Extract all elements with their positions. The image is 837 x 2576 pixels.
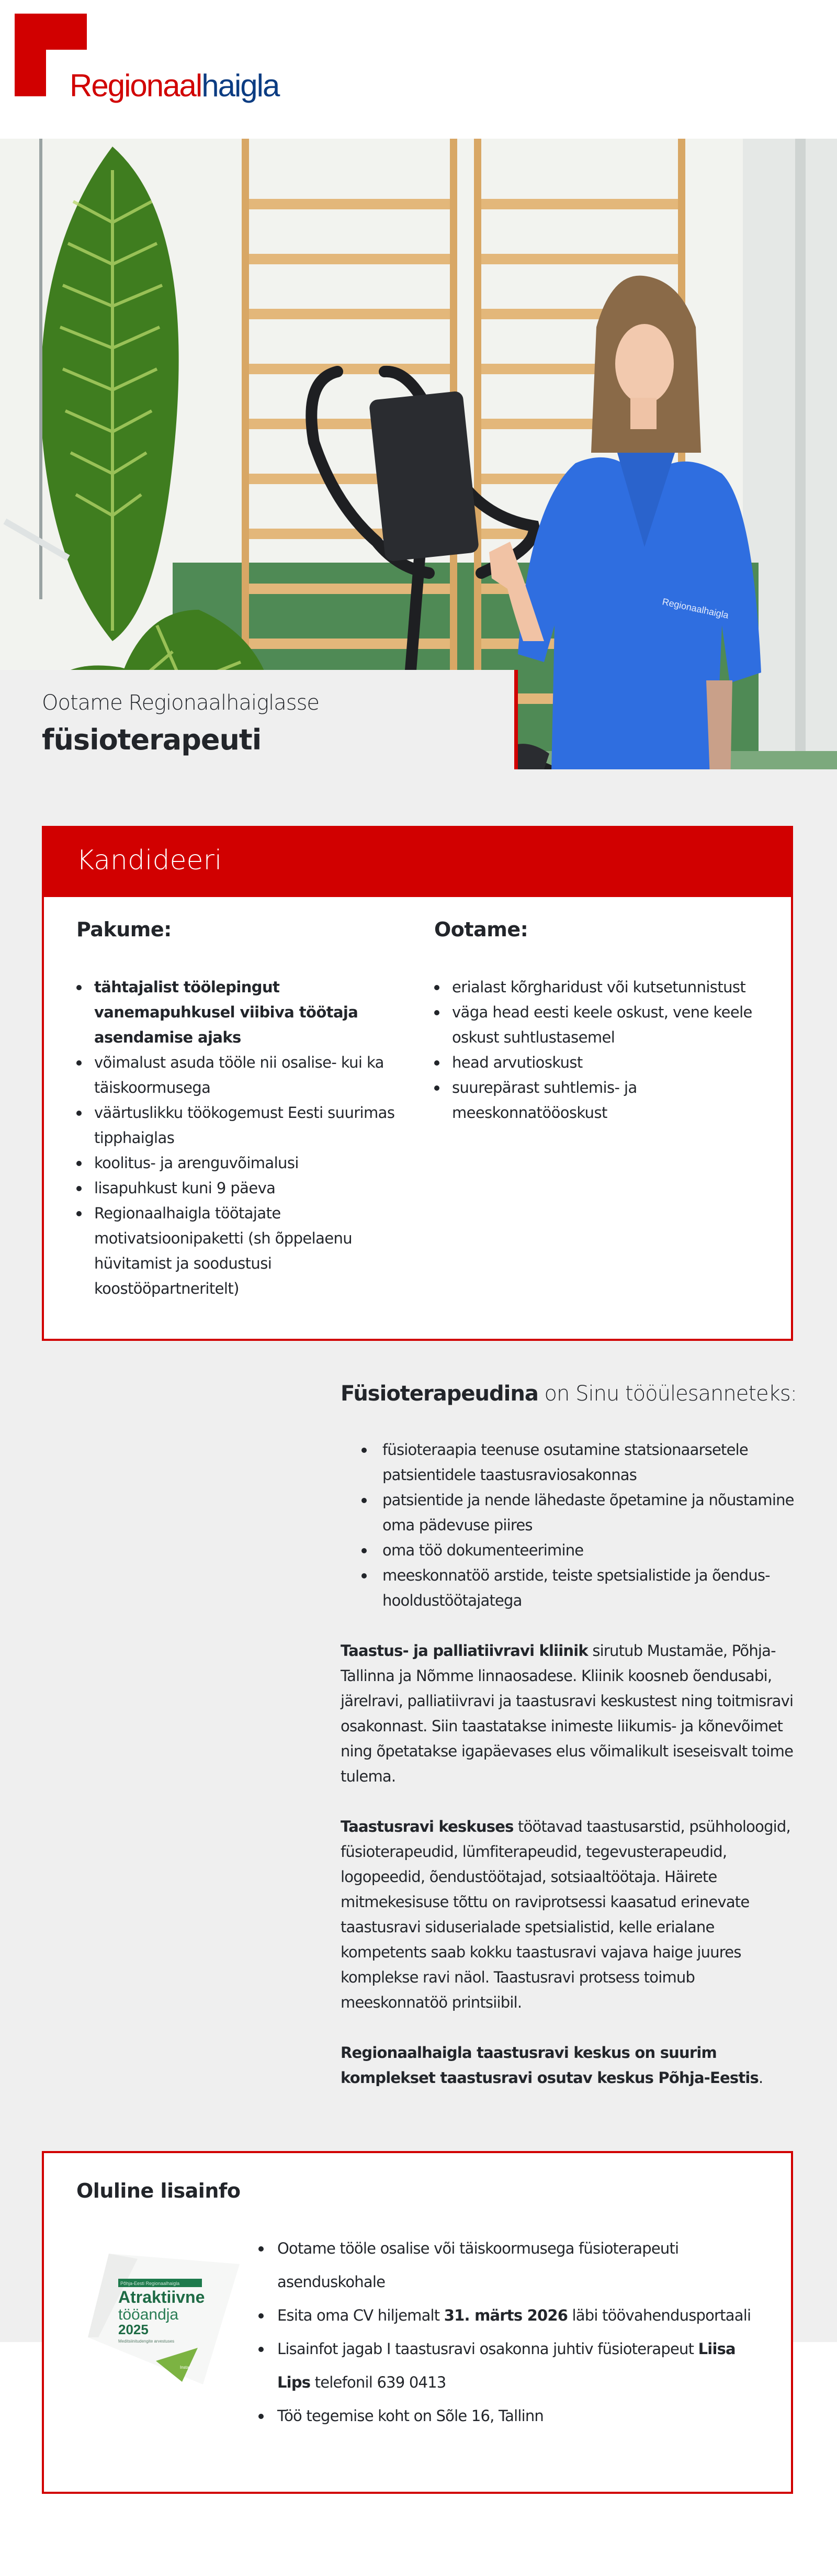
logo-wordmark: Regionaalhaigla [70,68,279,103]
offer-item: lisapuhkust kuni 9 päeva [76,1175,401,1201]
attractive-employer-badge [88,2248,245,2390]
offer-item: tähtajalist töölepingut vanemapuhkusel viibiva töötaja asendamise ajaks [76,975,401,1050]
offer-item: võimalust asuda tööle nii osalise- kui ka täiskoormusega [76,1050,401,1100]
center-paragraph: Taastusravi keskuses töötavad taastusarstid, psühholoogid, füsioterapeudid, lümfiterapeudid, tegevusterapeudid, logopeedid, õendustöötajad, sotsiaaltöötaja. Häirete mitmekesisuse tõttu on raviprotsessi kaasatud erinevate taastusravi siduserialade spetsialistid, kelle erialane kompetents saab kokku taastusravi vajava haige juures komplekse ravi näol. Taastusravi protsess toimub meeskonnatöö printsiibil. [341,1818,790,2011]
duty-item: patsientide ja nende lähedaste õpetamine ja nõustamine oma pädevuse piires [361,1487,801,1538]
duty-item: füsioteraapia teenuse osutamine statsionaarsetele patsientidele taastusraviosakonnas [361,1437,801,1487]
expect-list [434,975,769,1125]
info-item-location: Töö tegemise koht on Sõle 16, Tallinn [258,2399,761,2433]
regionaalhaigla-logo[interactable] [15,14,279,108]
expect-item: suurepärast suhtlemis- ja meeskonnatööoskust [434,1075,769,1125]
job-description [341,1382,801,2115]
info-list [258,2232,761,2433]
logo-mark-icon [15,14,87,50]
job-title: füsioterapeuti [42,723,262,756]
contact-name: Liisa Lips [277,2340,736,2391]
duties-list [361,1437,801,1613]
svg-text:Regionaalhaigla: Regionaalhaigla [661,596,730,621]
expect-item: erialast kõrgharidust või kutsetunnistust [434,975,769,1000]
logo-mark-stem [15,50,46,96]
offer-item: koolitus- ja arenguvõimalusi [76,1150,401,1175]
info-item-contact: Lisainfot jagab I taastusravi osakonna juhtiv füsioterapeut Liisa Lips telefonil 639 0413 [258,2332,761,2399]
duties-heading: Füsioterapeudina on Sinu tööülesanneteks: [341,1382,797,1406]
apply-box [42,826,793,1341]
deadline-date: 31. märts 2026 [444,2306,568,2324]
clinic-paragraph: Taastus- ja palliatiivravi kliinik sirutub Mustamäe, Põhja-Tallinna ja Nõmme linnaosadese. Kliinik koosneb õendusabi, järelravi, palliatiivravi ja taastusravi keskustest ning toitmisravi osakonnast. Siin taastatakse inimeste liikumis- ja kõnevõimet ning õpetatakse igapäevases elus võimalikult iseseisvalt toime tulema. [341,1642,794,1785]
expect-item: väga head eesti keele oskust, vene keele oskust suhtlustasemel [434,1000,769,1050]
job-title-subtitle: Ootame Regionaalhaiglasse [42,691,320,715]
offer-item: Regionaalhaigla töötajate motivatsioonipaketti (sh õppelaenu hüvitamist ja soodustusi koostööpartneritelt) [76,1201,401,1301]
info-heading: Oluline lisainfo [76,2179,241,2202]
offer-section [76,918,401,1301]
expect-item: head arvutioskust [434,1050,769,1075]
expect-heading: Ootame: [434,918,528,941]
offer-item: väärtuslikku töökogemust Eesti suurimas tipphaiglas [76,1100,401,1150]
svg-text:tööandja: tööandja [118,2306,179,2323]
duty-item: meeskonnatöö arstide, teiste spetsialistide ja õendus-hooldustöötajatega [361,1563,801,1613]
expect-section [434,918,769,1125]
svg-text:Meditsiinitudengite arvestuses: Meditsiinitudengite arvestuses [118,2339,175,2344]
svg-text:Instar: Instar [180,2365,191,2370]
offer-heading: Pakume: [76,918,172,941]
apply-button[interactable]: Kandideeri [44,828,791,897]
summary-paragraph: Regionaalhaigla taastusravi keskus on suurim komplekset taastusravi osutav keskus Põhja-Eestis. [341,2044,763,2087]
offer-list [76,975,401,1301]
svg-text:2025: 2025 [118,2322,149,2337]
title-accent-bar [514,670,518,769]
info-item-deadline: Esita oma CV hiljemalt 31. märts 2026 läbi töövahendusportaali [258,2299,761,2332]
svg-text:Atraktiivne: Atraktiivne [118,2288,205,2306]
info-item: Ootame tööle osalise või täiskoormusega füsioterapeuti asenduskohale [258,2232,761,2299]
additional-info-box [42,2151,793,2494]
duty-item: oma töö dokumenteerimine [361,1538,801,1563]
header [0,0,837,139]
svg-text:Põhja-Eesti Regionaalhaigla: Põhja-Eesti Regionaalhaigla [120,2281,180,2286]
